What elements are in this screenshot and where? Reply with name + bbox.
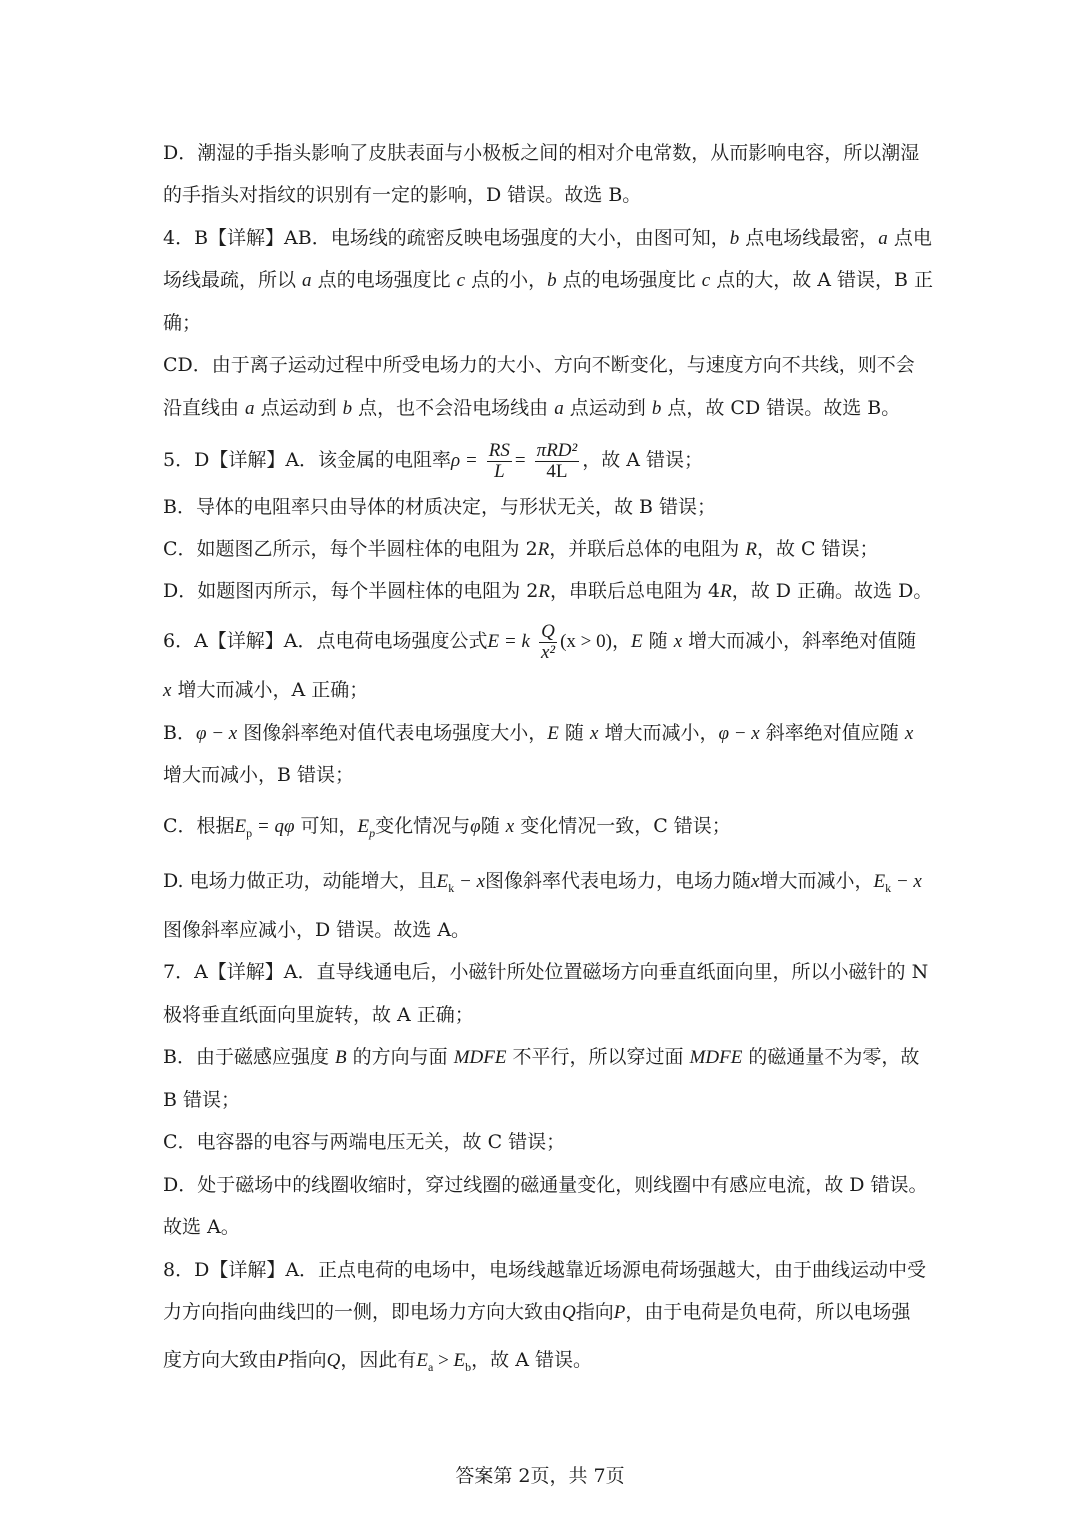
text: ，并联后总体的电阻为 (549, 538, 746, 560)
subscript: k (448, 880, 455, 895)
text: 可知， (294, 815, 358, 837)
text-line (163, 1298, 923, 1327)
text-line: 极将垂直纸面向里旋转，故 A 正确； (163, 1004, 474, 1026)
text-line: 的手指头对指纹的识别有一定的影响，D 错误。故选 B。 (163, 184, 642, 206)
text: C．根据 (163, 815, 235, 837)
text: 点，故 CD 错误。故选 B。 (661, 397, 901, 419)
fraction-q-over-x2 (539, 622, 557, 663)
var: P (277, 1350, 289, 1371)
text: D．如题图丙所示，每个半圆柱体的电阻为 2 (163, 580, 539, 602)
var: a (245, 398, 255, 419)
var: φ − x (718, 723, 760, 744)
var: x (673, 631, 683, 652)
condition: (x > 0) (560, 631, 612, 652)
text: 增大而减小， (598, 722, 719, 744)
text-line: CD．由于离子运动过程中所受电场力的大小、方向不断变化，与速度方向不共线，则不会 (163, 354, 915, 376)
text-line (163, 812, 923, 841)
fraction-prd-over-4l (535, 441, 580, 482)
text-line (163, 676, 923, 705)
text: ，因此有 (340, 1349, 417, 1371)
text: 点电 (887, 227, 932, 249)
text: 的磁通量不为零，故 (742, 1046, 920, 1068)
var: x (589, 723, 599, 744)
text: 指向 (288, 1349, 327, 1371)
var: Q (326, 1350, 341, 1371)
var: b (547, 270, 557, 291)
numerator: Q (541, 620, 555, 642)
formula-e: E = k (487, 631, 530, 652)
text: 随 (480, 815, 506, 837)
text: 点运动到 (254, 397, 343, 419)
text: 变化情况与 (375, 815, 471, 837)
var: R (745, 539, 757, 560)
text: B．由于磁感应强度 (163, 1046, 336, 1068)
denominator: x² (540, 641, 556, 663)
text: 沿直线由 (163, 397, 246, 419)
text: 指向 (575, 1301, 614, 1323)
subscript: k (885, 880, 892, 895)
text-line: C．电容器的电容与两端电压无关，故 C 错误； (163, 1131, 566, 1153)
text-line (163, 535, 923, 564)
var: P (613, 1302, 626, 1323)
text: 点，也不会沿电场线由 (352, 397, 555, 419)
var: E (631, 631, 643, 652)
var: E (234, 816, 247, 837)
text: 增大而减小，斜率绝对值随 (682, 630, 917, 652)
text: D. 电场力做正功，动能增大，且 (163, 870, 437, 892)
text-line (163, 867, 923, 896)
text: ，故 C 错误； (756, 538, 879, 560)
text: 点的电场强度比 (311, 269, 457, 291)
text-line (163, 577, 933, 606)
text-line (163, 440, 923, 482)
text-line: B．导体的电阻率只由导体的材质决定，与形状无关，故 B 错误； (163, 496, 717, 518)
text: B． (163, 722, 196, 744)
fraction-rs-over-l (487, 441, 512, 482)
text-line: 增大而减小，B 错误； (163, 764, 355, 786)
var: E (547, 723, 559, 744)
text: 增大而减小，A 正确； (171, 679, 369, 701)
text: 场线最疏，所以 (163, 269, 303, 291)
var: x (751, 871, 760, 892)
text-line (163, 394, 923, 423)
var: a (302, 270, 312, 291)
text-line: 故选 A。 (163, 1216, 240, 1238)
text: ，串联后总电阻为 4 (549, 580, 721, 602)
var: x (163, 680, 172, 701)
var: a (554, 398, 564, 419)
text: 5．D【详解】A．该金属的电阻率 (163, 449, 452, 471)
text: ， (611, 630, 631, 652)
text-line (163, 620, 923, 663)
var: MDFE (453, 1047, 507, 1068)
text: 随 (642, 630, 674, 652)
text: 图像斜率绝对值代表电场强度大小， (237, 722, 548, 744)
formula: = qφ (252, 816, 295, 837)
numerator: πRD² (536, 439, 578, 461)
subscript: p (246, 825, 253, 840)
var: c (456, 270, 466, 291)
text-line (163, 224, 932, 253)
text-line: 7．A【详解】A．直导线通电后，小磁针所处位置磁场方向垂直纸面向里，所以小磁针的 N (163, 961, 929, 983)
denominator: 4L (546, 460, 568, 482)
subscript: b (465, 1359, 472, 1374)
formula-rho: ρ = (451, 450, 478, 471)
text-line: 确； (163, 312, 202, 334)
var: b (729, 228, 740, 249)
equals-sign: = (514, 450, 526, 471)
var: x (904, 723, 914, 744)
text: 度方向大致由 (163, 1349, 278, 1371)
var: R (538, 581, 550, 602)
text: 随 (558, 722, 590, 744)
text: 增大而减小， (759, 870, 874, 892)
text: ，故 D 正确。故选 D。 (731, 580, 933, 602)
var: R (537, 539, 550, 560)
text: ，故 A 错误； (582, 449, 704, 471)
var: φ − x (195, 723, 238, 744)
text: ，故 A 错误。 (471, 1349, 592, 1371)
text: 点运动到 (563, 397, 652, 419)
text-line: B 错误； (163, 1089, 241, 1111)
text: 斜率绝对值应随 (759, 722, 905, 744)
text: ，由于电荷是负电荷，所以电场强 (625, 1301, 911, 1323)
formula: − x (454, 871, 486, 892)
var: E (453, 1350, 466, 1371)
var: c (701, 270, 711, 291)
var: B (335, 1047, 347, 1068)
var: b (651, 398, 662, 419)
text: 点的小， (465, 269, 548, 291)
text: 的方向与面 (346, 1046, 454, 1068)
var: R (720, 581, 732, 602)
text: 力方向指向曲线凹的一侧，即电场力方向大致由 (163, 1301, 563, 1323)
text-line (163, 1043, 923, 1072)
var: MDFE (689, 1047, 743, 1068)
text-line (163, 1346, 923, 1375)
var: E (357, 816, 370, 837)
operator: > (433, 1350, 454, 1371)
subscript: p (369, 825, 376, 840)
var: Q (562, 1302, 576, 1323)
numerator: RS (488, 439, 510, 461)
text-line: D．潮湿的手指头影响了皮肤表面与小极板之间的相对介电常数，从而影响电容，所以潮湿 (163, 142, 920, 164)
var: φ (470, 816, 481, 837)
var: E (873, 871, 886, 892)
page-footer: 答案第 2页，共 7页 (455, 1465, 625, 1487)
text: C．如题图乙所示，每个半圆柱体的电阻为 2 (163, 538, 538, 560)
text-line (163, 719, 923, 748)
text-line: 8．D【详解】A．正点电荷的电场中，电场线越靠近场源电荷场强越大，由于曲线运动中受 (163, 1259, 927, 1281)
var: a (878, 228, 888, 249)
text: 变化情况一致，C 错误； (514, 815, 731, 837)
text: 图像斜率代表电场力，电场力随 (485, 870, 752, 892)
text-line: D．处于磁场中的线圈收缩时，穿过线圈的磁通量变化，则线圈中有感应电流，故 D 错误。 (163, 1174, 928, 1196)
formula: − x (891, 871, 922, 892)
text: 点的电场强度比 (556, 269, 702, 291)
subscript: a (428, 1359, 434, 1374)
text: 不平行，所以穿过面 (506, 1046, 690, 1068)
text-line (163, 266, 933, 295)
text-line: 图像斜率应减小，D 错误。故选 A。 (163, 919, 471, 941)
denominator: L (494, 460, 505, 482)
var: b (342, 398, 353, 419)
text: 4．B【详解】AB．电场线的疏密反映电场强度的大小，由图可知， (163, 227, 730, 249)
text: 点的大，故 A 错误，B 正 (710, 269, 933, 291)
text: 6．A【详解】A．点电荷电场强度公式 (163, 630, 488, 652)
var: x (505, 816, 515, 837)
var: E (416, 1350, 428, 1371)
var: E (436, 871, 449, 892)
text: 点电场线最密， (739, 227, 879, 249)
